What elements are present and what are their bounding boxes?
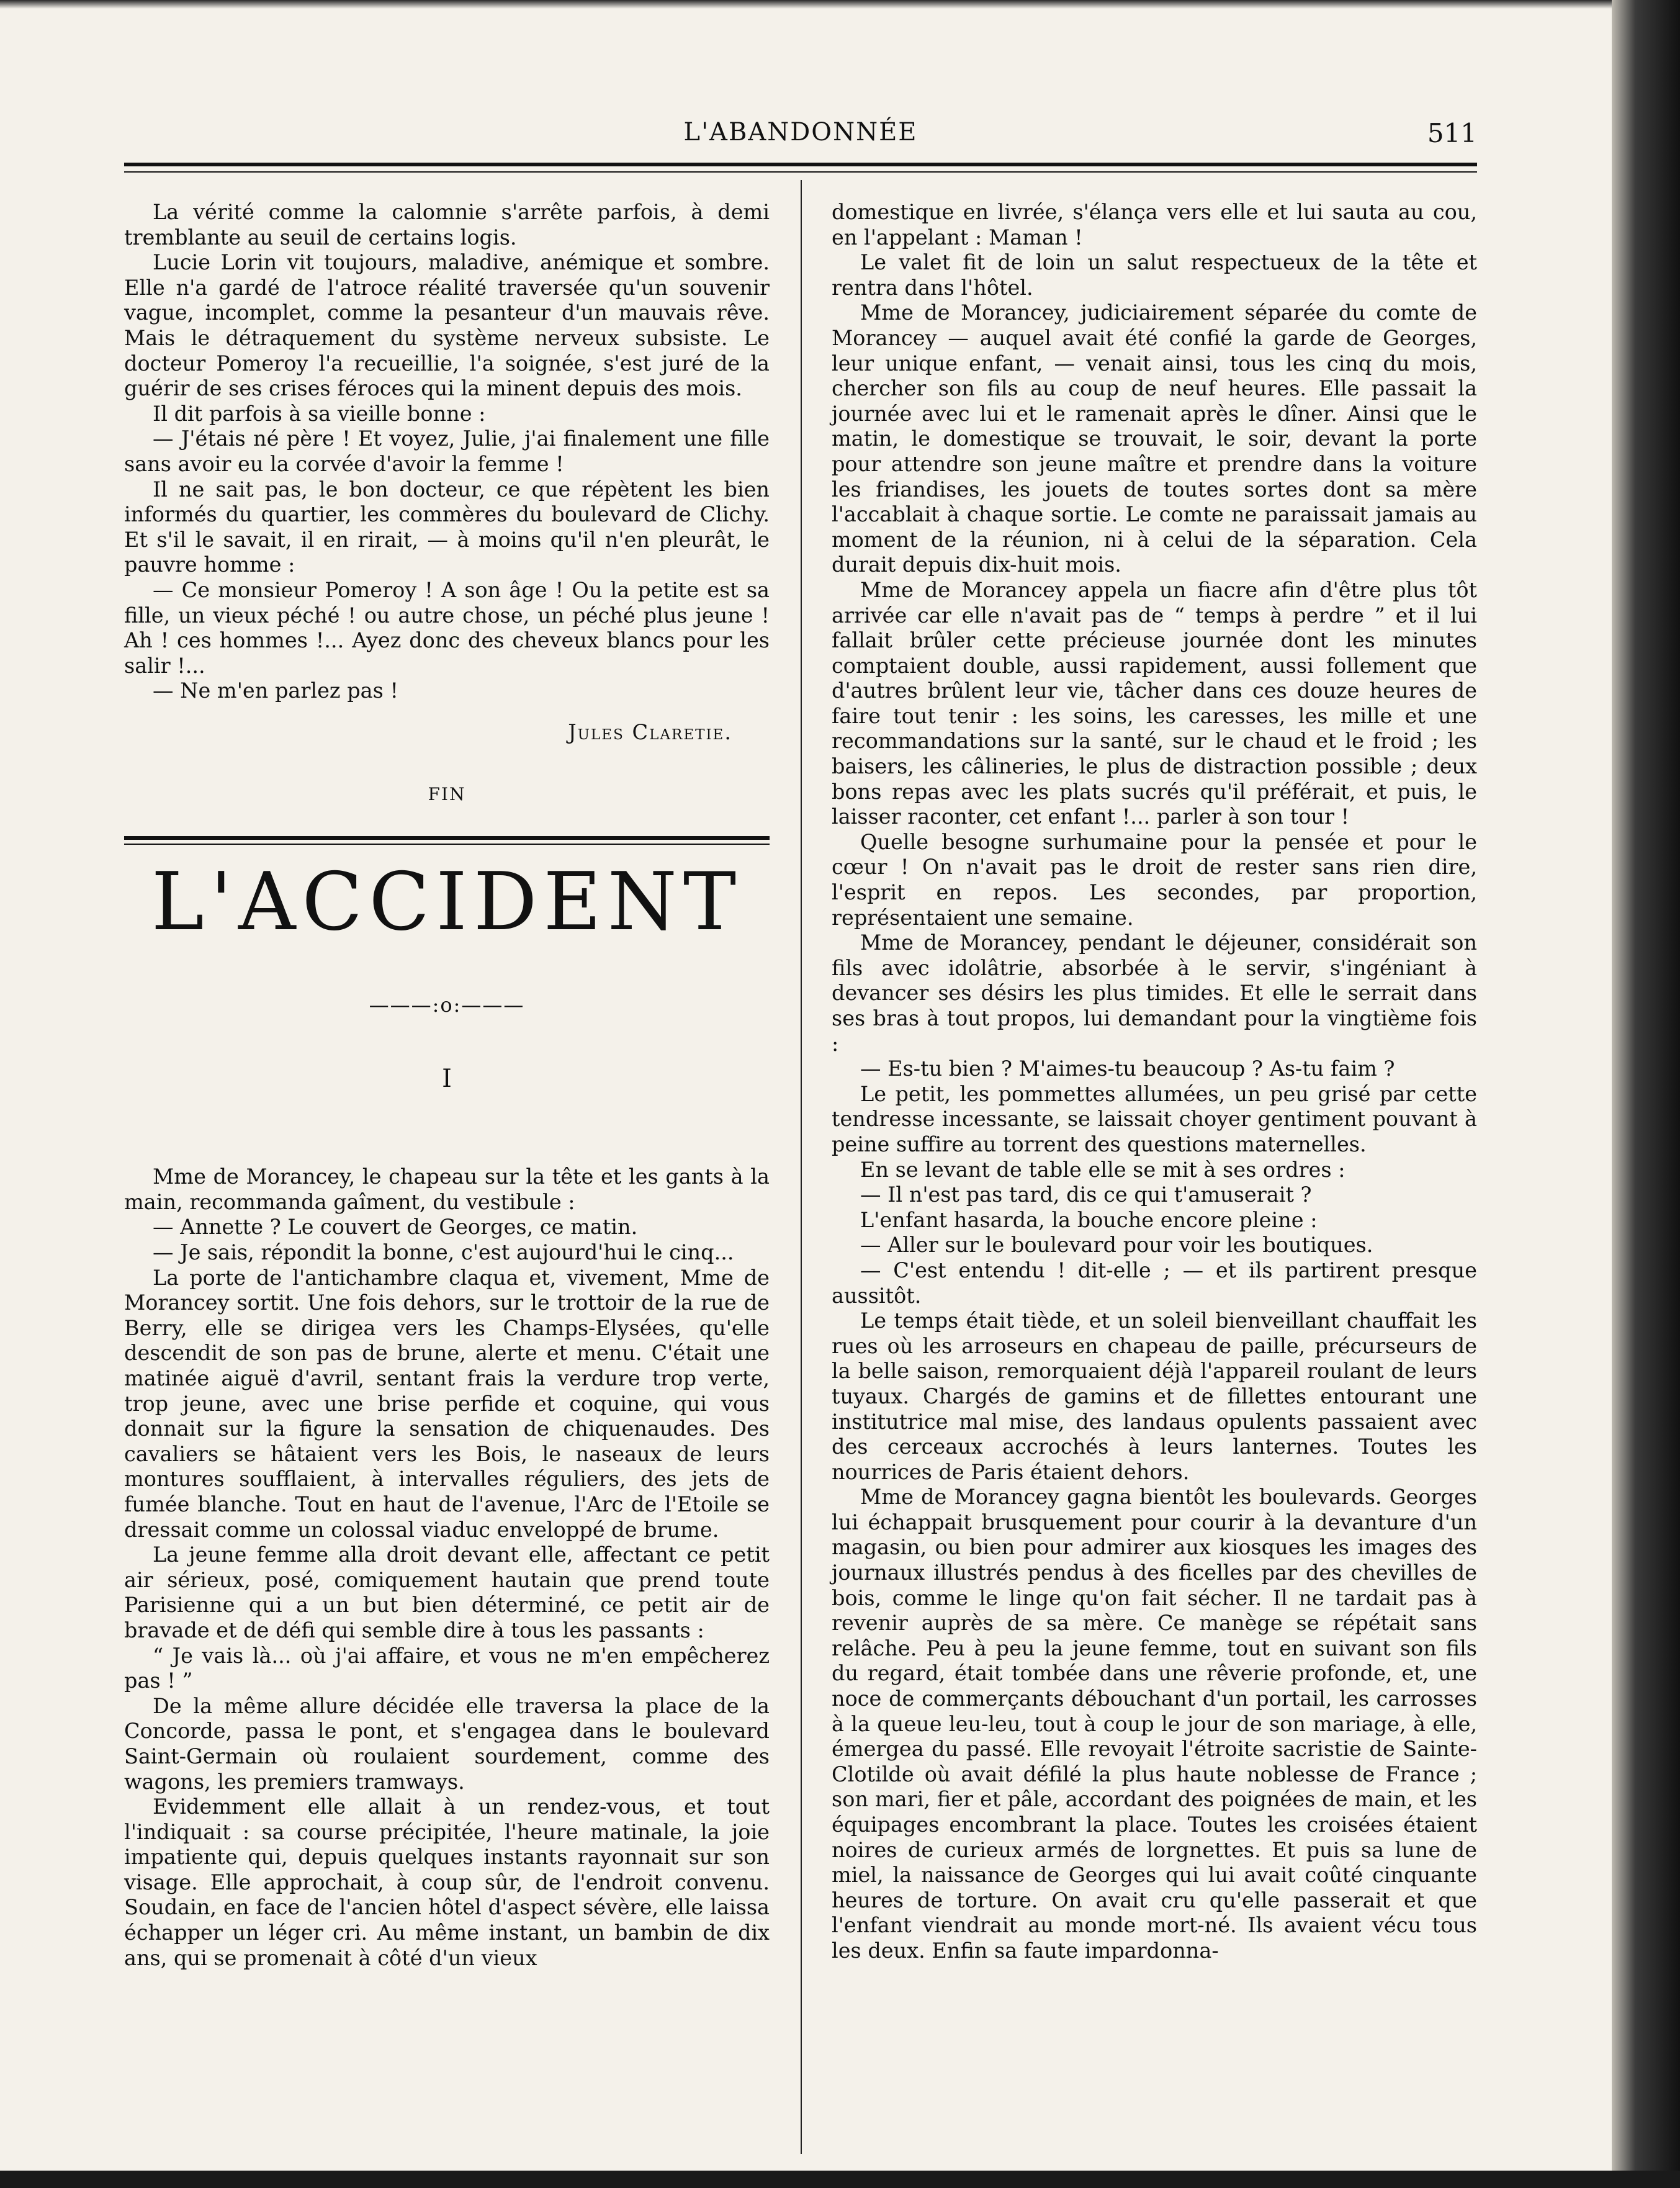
paragraph: Le petit, les pommettes allumées, un peu grisé par cette tendresse incessante, se laissait choyer gentiment pouvant à peine suffire au torrent des questions maternelles. [832, 1081, 1477, 1156]
paragraph: Mme de Morancey appela un fiacre afin d'être plus tôt arrivée car elle n'avait pas de “ temps à perdre ” et il lui fallait brûler cette précieuse journée dont les minutes comptaient double, aussi rapidement, aussi follement que d'autres brûlent leur vie, tâcher dans ces douze heures de faire tout tenir : les soins, les caresses, les mille et une recommandations sur la santé, sur le chaud et le froid ; les baisers, les câlineries, le plus de distraction possible ; deux bons repas avec les plats sucrés qu'il préférait, et puis, le laisser raconter, cet enfant !... parler à son tour ! [832, 577, 1477, 829]
paragraph: L'enfant hasarda, la bouche encore pleine : [860, 1207, 1318, 1232]
paragraph: — Ne m'en parlez pas ! [153, 678, 398, 703]
left-column [124, 200, 770, 1971]
paragraph: Il ne sait pas, le bon docteur, ce que répètent les bien informés du quartier, les commères du boulevard de Clichy. Et s'il le savait, il en rirait, — à moins qu'il n'en pleurât, le pauvre homme : [124, 477, 770, 577]
scan-top-edge [0, 0, 1680, 9]
story-body-left [124, 1164, 770, 1971]
paragraph: “ Je vais là... où j'ai affaire, et vous ne m'en empêcherez pas ! ” [124, 1643, 770, 1693]
paragraph: — Aller sur le boulevard pour voir les boutiques. [860, 1233, 1373, 1258]
journal-page [124, 93, 1477, 2135]
fin-mark: FIN [428, 784, 466, 805]
page-header [124, 118, 1477, 155]
paragraph: Evidemment elle allait à un rendez-vous, et tout l'indiquait : sa course précipitée, l'heure matinale, la joie impatiente qui, depuis quelques instants rayonnait sur son visage. Elle approchait, à coup sûr, de l'endroit convenu. Soudain, en face de l'ancien hôtel d'aspect sévère, elle laissa échapper un léger cri. Au même instant, un bambin de dix ans, qui se promenait à côté d'un vieux [124, 1794, 770, 1970]
paragraph: Le valet fit de loin un salut respectueux de la tête et rentra dans l'hôtel. [832, 250, 1477, 300]
running-title: L'ABANDONNÉE [683, 118, 918, 146]
scan-binding-edge [1612, 0, 1680, 2188]
paragraph: Mme de Morancey gagna bientôt les boulevards. Georges lui échappait brusquement pour courir à la devanture d'un magasin, ou bien pour admirer aux kiosques les images des journaux illustrés pendus à des ficelles par des chevilles de bois, comme le linge qu'on fait sécher. Il ne tardait pas à revenir auprès de sa mère. Ce manège se répétait sans relâche. Peu à peu la jeune femme, tout en suivant son fils du regard, était tombée dans une rêverie profonde, et, une noce de commerçants débouchant d'un portail, les carrosses à la queue leu-leu, tout à coup le jour de son mariage, à elle, émergea du passé. Elle revoyait l'étroite sacristie de Sainte-Clotilde où avait défilé la plus haute noblesse de France ; son mari, fier et pâle, accordant des poignées de main, et les équipages encombrant la place. Toutes les croisées étaient noires de curieux armés de lorgnettes. Et puis sa lune de miel, la naissance de Georges qui lui avait coûté cinquante heures de torture. On avait cru qu'elle passerait et que l'enfant viendrait au monde mort-né. Ils avaient vécu tous les deux. Enfin sa faute impardonna- [832, 1485, 1477, 1963]
scan-bottom-edge [0, 2171, 1680, 2188]
author-signature: Jules Claretie. [568, 719, 732, 744]
section-rule [124, 836, 770, 845]
paragraph: Mme de Morancey, judiciairement séparée du comte de Morancey — auquel avait été confié la garde de Georges, leur unique enfant, — venait ainsi, tous les cinq du mois, chercher son fils au coup de neuf heures. Elle passait la journée avec lui et le ramenait après le dîner. Ainsi que le matin, le domestique se trouvait, le soir, devant la porte pour attendre son jeune maître et prendre dans la voiture les friandises, les jouets de toutes sortes dont sa mère l'accablait à chaque sortie. Le comte ne paraissait jamais au moment de la réunion, ni à celui de la séparation. Cela durait depuis dix-huit mois. [832, 300, 1477, 577]
story-title: L'ACCIDENT [151, 856, 743, 949]
paragraph: — C'est entendu ! dit-elle ; — et ils partirent presque aussitôt. [832, 1258, 1477, 1308]
paragraph: domestique en livrée, s'élança vers elle et lui sauta au cou, en l'appelant : Maman ! [832, 200, 1477, 250]
paragraph: En se levant de table elle se mit à ses ordres : [860, 1157, 1345, 1182]
paragraph: De la même allure décidée elle traversa la place de la Concorde, passa le pont, et s'engagea dans le boulevard Saint-Germain où roulaient sourdement, comme des wagons, les premiers tramways. [124, 1693, 770, 1794]
paragraph: La vérité comme la calomnie s'arrête parfois, à demi tremblante au seuil de certains logis. [124, 200, 770, 250]
paragraph: Lucie Lorin vit toujours, maladive, anémique et sombre. Elle n'a gardé de l'atroce réalité traversée qu'un souvenir vague, incomplet, comme la pesanteur d'un mauvais rêve. Mais le détraquement du système nerveux subsiste. Le docteur Pomeroy l'a recueillie, l'a soignée, s'est juré de la guérir de ses crises féroces qui la minent depuis des mois. [124, 250, 770, 401]
paragraph: La porte de l'antichambre claqua et, vivement, Mme de Morancey sortit. Une fois dehors, sur le trottoir de la rue de Berry, elle se dirigea vers les Champs-Elysées, qu'elle descendit de son pas de brune, alerte et menu. C'était une matinée aiguë d'avril, sentant frais la verdure trop verte, trop jeune, avec une brise perfide et coquine, qui vous donnait sur la figure la sensation de chiquenaudes. Des cavaliers se hâtaient vers les Bois, le naseaux de leurs montures soufflaient, à intervalles réguliers, des jets de fumée blanche. Tout en haut de l'avenue, l'Arc de l'Etoile se dressait comme un colossal viaduc enveloppé de brume. [124, 1265, 770, 1542]
title-ornament: ———:o:——— [369, 993, 525, 1017]
right-column [832, 200, 1477, 1964]
header-rule [124, 163, 1477, 173]
paragraph: — Es-tu bien ? M'aimes-tu beaucoup ? As-tu faim ? [860, 1056, 1395, 1081]
paragraph: — Ce monsieur Pomeroy ! A son âge ! Ou la petite est sa fille, un vieux péché ! ou autre chose, un péché plus jeune ! Ah ! ces hommes !... Ayez donc des cheveux blancs pour les salir !... [124, 577, 770, 678]
paragraph: — Annette ? Le couvert de Georges, ce matin. [153, 1215, 638, 1240]
paragraph: Il dit parfois à sa vieille bonne : [153, 401, 486, 426]
paragraph: Quelle besogne surhumaine pour la pensée et pour le cœur ! On n'avait pas le droit de rester sans rien dire, l'esprit en repos. Les secondes, par proportion, représentaient une semaine. [832, 829, 1477, 930]
page-number: 511 [1427, 118, 1477, 148]
paragraph: — J'étais né père ! Et voyez, Julie, j'ai finalement une fille sans avoir eu la corvée d'avoir la femme ! [124, 426, 770, 476]
chapter-number: I [442, 1064, 452, 1093]
paragraph: Mme de Morancey, le chapeau sur la tête et les gants à la main, recommanda gaîment, du vestibule : [124, 1164, 770, 1214]
paragraph: Mme de Morancey, pendant le déjeuner, considérait son fils avec idolâtrie, absorbée à le servir, s'ingéniant à devancer ses désirs les plus timides. Et elle le serrait dans ses bras à tout propos, lui demandant pour la vingtième fois : [832, 930, 1477, 1056]
paragraph: Le temps était tiède, et un soleil bienveillant chauffait les rues où les arroseurs en chapeau de paille, précurseurs de la belle saison, remorquaient déjà l'appareil roulant de leurs tuyaux. Chargés de gamins et de fillettes entourant une institutrice mal mise, des landaus opulents passaient avec des cerceaux accrochés à leurs lanternes. Toutes les nourrices de Paris étaient dehors. [832, 1308, 1477, 1484]
previous-story-ending [124, 200, 770, 808]
paragraph: — Il n'est pas tard, dis ce qui t'amuserait ? [860, 1182, 1312, 1207]
column-divider [801, 180, 802, 2154]
paragraph: — Je sais, répondit la bonne, c'est aujourd'hui le cinq... [153, 1240, 734, 1265]
paragraph: La jeune femme alla droit devant elle, affectant ce petit air sérieux, posé, comiquement hautain que prend toute Parisienne qui a un but bien déterminé, ce petit air de bravade et de défi qui semble dire à tous les passants : [124, 1542, 770, 1642]
